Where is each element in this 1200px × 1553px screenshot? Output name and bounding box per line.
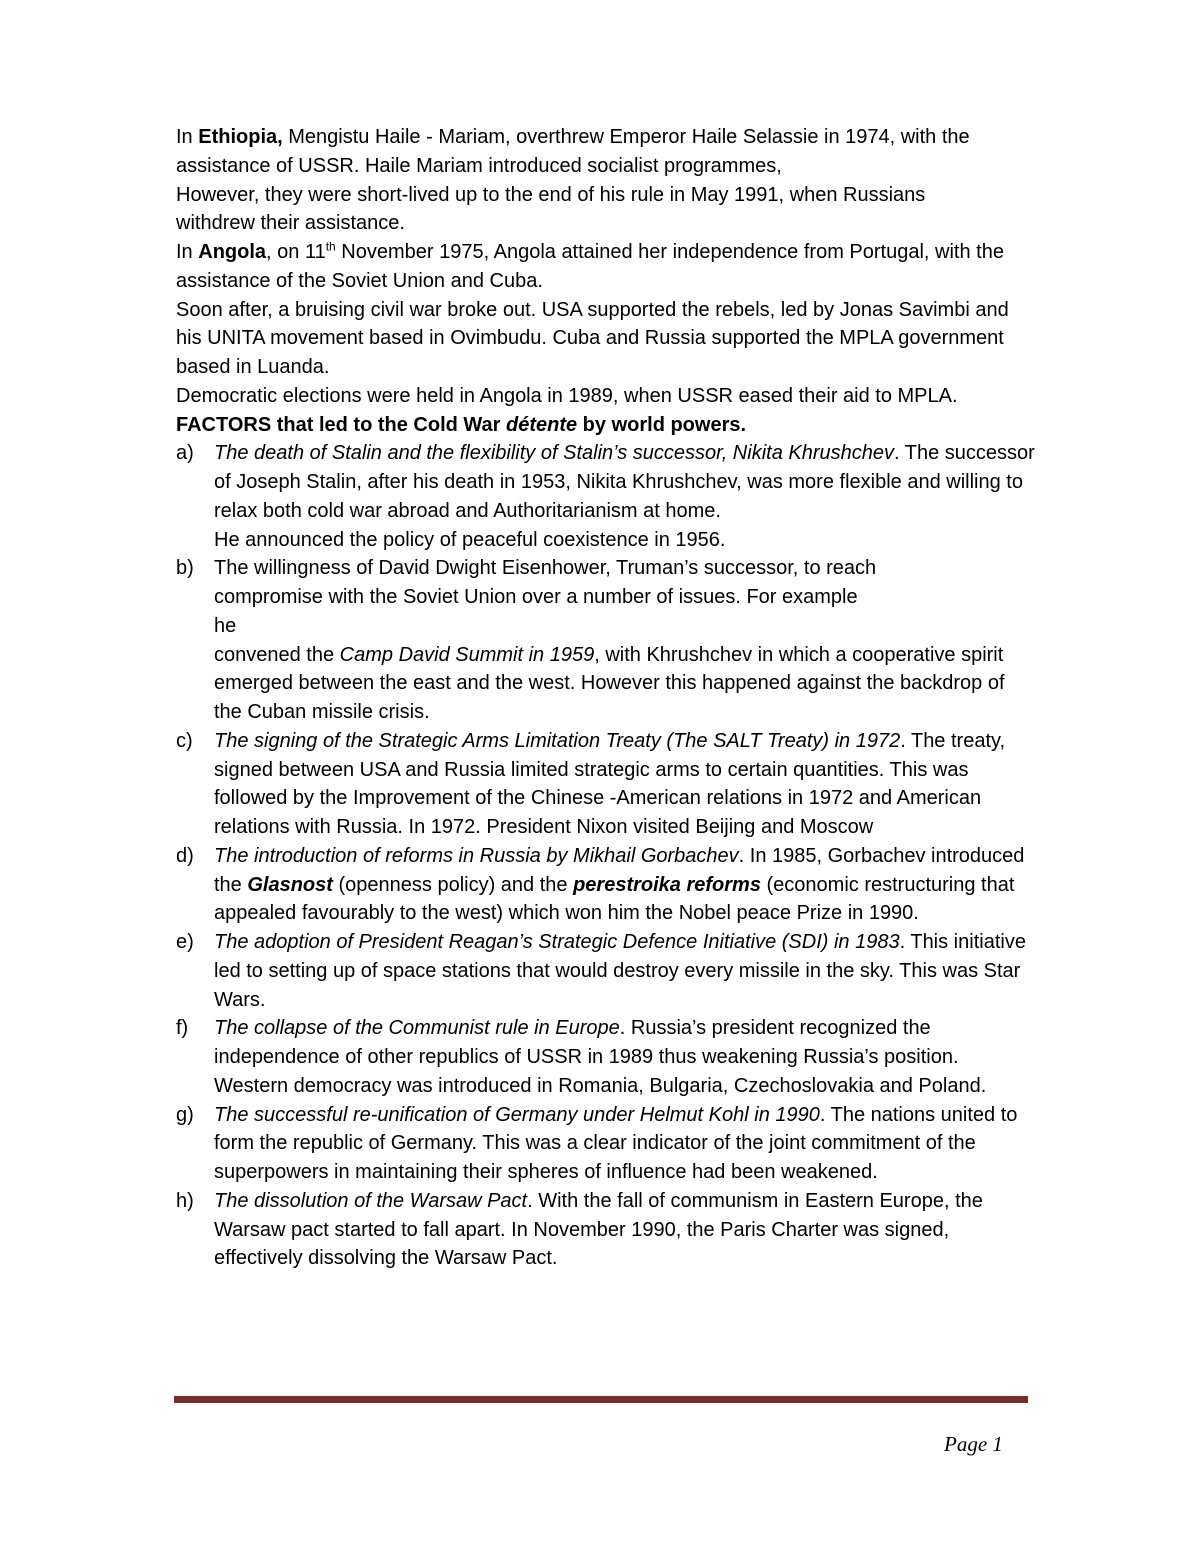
text: In [176, 126, 199, 148]
text: . The nations united to form the republic of Germany. This was a clear indicator of the joint commitment of the superpowers in maintaining their spheres of influence had been weakened. [214, 1103, 1018, 1183]
list-marker: e) [176, 931, 194, 953]
text: . In 1985, Gorbachev introduced the [214, 844, 1025, 896]
list-item [176, 1014, 1036, 1100]
text: by world powers. [577, 413, 747, 436]
text: . With the fall of communism in Eastern Europe, the Warsaw pact started to fall apart. In November 1990, the Paris Charter was signed, effectively dissolving the Warsaw Pact. [214, 1189, 983, 1270]
italic-title: The introduction of reforms in Russia by Mikhail Gorbachev [214, 844, 739, 867]
text: , on 11 [266, 241, 326, 263]
section-heading [176, 411, 1036, 440]
italic-term: détente [506, 413, 578, 436]
italic-title: The signing of the Strategic Arms Limitation Treaty (The SALT Treaty) in 1972 [214, 729, 901, 752]
text: (openness policy) and the [332, 873, 574, 896]
italic-title: The death of Stalin and the flexibility of Stalin’s successor, Nikita Khrushchev [214, 442, 894, 465]
italic-title: The dissolution of the Warsaw Pact [214, 1189, 528, 1212]
list-item [176, 842, 1036, 928]
text: , with Khrushchev in which a cooperative spirit emerged between the east and the west. However this happened against the backdrop of the Cuban missile crisis. [214, 643, 1005, 723]
bold-country-ethiopia: Ethiopia, [198, 126, 283, 148]
text: The willingness of David Dwight Eisenhower, Truman’s successor, to reach compromise with the Soviet Union over a number of issues. For example [214, 557, 877, 608]
list-item [176, 1187, 1036, 1273]
text: he [214, 614, 237, 637]
text: November 1975, Angola attained her independence from Portugal, with the assistance of the Soviet Union and Cuba. [176, 241, 1004, 292]
list-item [176, 439, 1036, 554]
paragraph-elections: Democratic elections were held in Angola in 1989, when USSR eased their aid to MPLA. [176, 384, 958, 407]
text: . This initiative led to setting up of space stations that would destroy every missile in the sky. This was Star Wars. [214, 931, 1026, 1011]
paragraph-ethiopia [176, 123, 1036, 181]
page-number: Page 1 [944, 1432, 1003, 1456]
list-marker: h) [176, 1189, 194, 1212]
text: Mengistu Haile - Mariam, overthrew Emperor Haile Selassie in 1974, with the assistance of USSR. Haile Mariam introduced socialist programmes, [176, 126, 970, 177]
list-item [176, 1101, 1036, 1187]
list-item [176, 928, 1036, 1014]
text: In [176, 241, 199, 263]
italic-title: Camp David Summit in 1959 [339, 643, 595, 666]
text: . The treaty, signed between USA and Russia limited strategic arms to certain quantities. This was followed by the Improvement of the Chinese -American relations in 1972 and American relations with Russia. In 1972. President Nixon visited Beijing and Moscow [214, 729, 1006, 838]
list-marker: a) [176, 442, 194, 465]
superscript: th [325, 239, 336, 254]
text: He announced the policy of peaceful coexistence in 1956. [214, 528, 726, 551]
bold-term-perestroika: perestroika reforms [573, 873, 761, 896]
bold-term-glasnost: Glasnost [247, 873, 333, 896]
body-text [176, 123, 1036, 1273]
paragraph-angola [176, 238, 1036, 296]
list-marker: g) [176, 1103, 194, 1126]
text: . Russia’s president recognized the independence of other republics of USSR in 1989 thus weakening Russia’s position. Western democracy was introduced in Romania, Bulgaria, Czechoslovakia and Poland. [214, 1017, 987, 1097]
list-item [176, 554, 1036, 727]
list-item [176, 727, 1036, 842]
footer-rule [174, 1396, 1028, 1403]
text: FACTORS that led to the Cold War [176, 413, 506, 436]
italic-title: The adoption of President Reagan’s Strategic Defence Initiative (SDI) in 1983 [214, 931, 900, 953]
paragraph-civil-war: Soon after, a bruising civil war broke out. USA supported the rebels, led by Jonas Savimbi and his UNITA movement based in Ovimbudu. Cuba and Russia supported the MPLA government based in Luanda. [176, 298, 1009, 378]
list-marker: b) [176, 557, 194, 580]
list-marker: c) [176, 729, 193, 752]
italic-title: The successful re-unification of Germany under Helmut Kohl in 1990 [214, 1103, 820, 1126]
factors-list [176, 439, 1036, 1273]
list-marker: d) [176, 844, 194, 867]
text: convened the [214, 643, 340, 666]
text: (economic restructuring that appealed favourably to the west) which won him the Nobel peace Prize in 1990. [214, 873, 1015, 925]
text: . The successor of Joseph Stalin, after his death in 1953, Nikita Khrushchev, was more flexible and willing to relax both cold war abroad and Authoritarianism at home. [214, 442, 1035, 522]
paragraph-ethiopia-end: However, they were short-lived up to the end of his rule in May 1991, when Russians withdrew their assistance. [176, 183, 926, 235]
bold-country-angola: Angola [198, 241, 267, 263]
list-marker: f) [176, 1017, 189, 1040]
italic-title: The collapse of the Communist rule in Europe [214, 1017, 620, 1040]
